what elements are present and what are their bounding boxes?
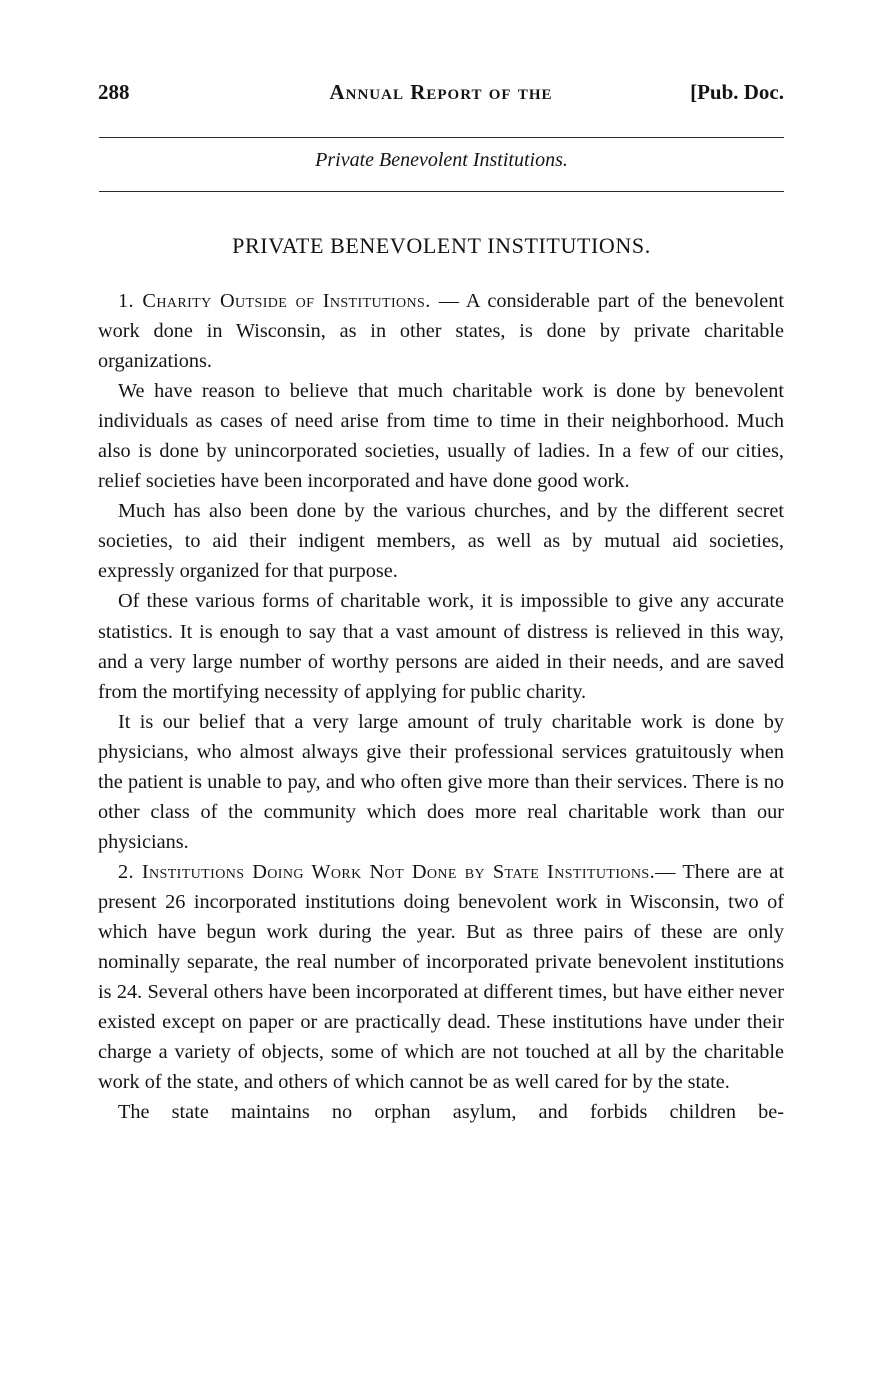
header-rule-top (99, 137, 784, 138)
paragraph-1-heading: 1. Charity Outside of Institutions. (118, 290, 431, 312)
paragraph-1 (98, 286, 784, 376)
paragraph-6-heading: 2. Institutions Doing Work Not Done by State Institutions. (118, 860, 656, 883)
page-number: 288 (98, 80, 130, 104)
paragraph-2: We have reason to believe that much charitable work is done by benevolent individuals as cases of need arise from time to time in their neighborhood. Much also is done by unincorporated societies, usually of ladies. In a few of our cities, relief societies have been incorporated and have done good work. (98, 380, 784, 493)
section-heading: Private Benevolent Institutions. (315, 149, 568, 171)
paragraph-3: Much has also been done by the various churches, and by the different secret societies, to aid their indigent members, as well as by mutual aid societies, expressly organized for that purpose. (98, 500, 784, 583)
body-text (98, 286, 784, 1127)
paragraph-7: The state maintains no orphan asylum, and forbids children be- (118, 1101, 784, 1124)
header-rule-bottom (99, 191, 784, 192)
paragraph-1-text: — A considerable part of the benevolent work done in Wisconsin, as in other states, is done by private charitable organizations. (98, 290, 784, 373)
paragraph-4: Of these various forms of charitable work, it is impossible to give any accurate statistics. It is enough to say that a vast amount of distress is relieved in this way, and a very large number of worthy persons are aided in their needs, and are saved from the mortifying necessity of applying for public charity. (98, 590, 784, 703)
document-type: [Pub. Doc. (690, 80, 784, 104)
paragraph-5: It is our belief that a very large amount of truly charitable work is done by physicians, who almost always give their professional services gratuitously when the patient is unable to pay, and who often give more than their services. There is no other class of the community which does more real charitable work than our physicians. (98, 710, 784, 853)
paragraph-6-text: — There are at present 26 incorporated institutions doing benevolent work in Wisconsin, two of which have begun work during the year. But as three pairs of these are only nominally separate, the real number of incorporated private benevolent institutions is 24. Several others have been incorporated at different times, but have either never existed except on paper or are practically dead. These institutions have under their charge a variety of objects, some of which are not touched at all by the charitable work of the state, and others of which cannot be as well cared for by the state. (98, 860, 784, 1094)
chapter-title: PRIVATE BENEVOLENT INSTITUTIONS. (232, 233, 651, 258)
running-header (98, 80, 784, 110)
paragraph-6 (98, 857, 784, 1097)
report-title: Annual Report of the (329, 80, 553, 104)
